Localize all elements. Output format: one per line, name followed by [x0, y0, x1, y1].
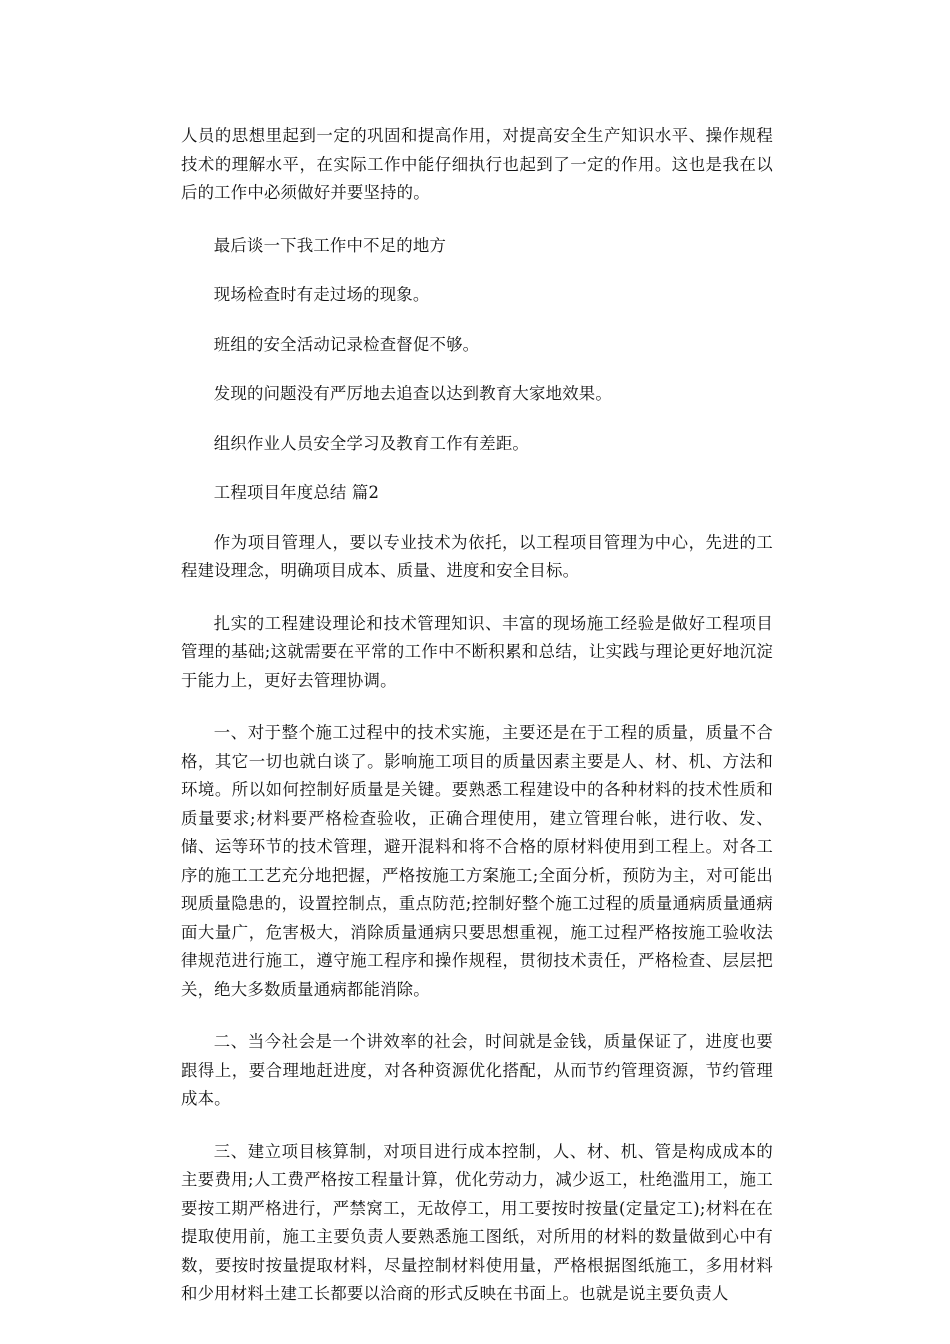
paragraph-shortcoming-1: 现场检查时有走过场的现象。 — [213, 285, 430, 304]
paragraph-point-1: 一、对于整个施工过程中的技术实施，主要还是在于工程的质量，质量不合格，其它一切也就白谈了。影响施工项目的质量因素主要是人、材、机、方法和环境。所以如何控制好质量是关键。要熟悉工程建设中的各种材料的技术性质和质量要求;材料要严格检查验收，正确合理使用，建立管理台帐，进行收、发、储、运等环节的技术管理，避开混料和将不合格的原材料使用到工程上。对各工序的施工工艺充分地把握，严格按施工方案施工;全面分析，预防为主，对可能出现质量隐患的，设置控制点，重点防范;控制好整个施工过程的质量通病质量通病面大量广，危害极大，消除质量通病只要思想重视，施工过程严格按施工验收法律规范进行施工，遵守施工程序和操作规程，贯彻技术责任，严格检查、层层把关，绝大多数质量通病都能消除。 — [181, 723, 773, 999]
paragraph-shortcoming-2: 班组的安全活动记录检查督促不够。 — [213, 334, 480, 354]
paragraph-shortcomings-heading: 最后谈一下我工作中不足的地方 — [213, 235, 447, 255]
paragraph-continued: 人员的思想里起到一定的巩固和提高作用，对提高安全生产知识水平、操作规程技术的理解水平，在实际工作中能仔细执行也起到了一定的作用。这也是我在以后的工作中必须做好并要坚持的。 — [181, 126, 773, 202]
section-title: 工程项目年度总结 篇2 — [213, 483, 380, 502]
paragraph-shortcoming-4: 组织作业人员安全学习及教育工作有差距。 — [213, 433, 530, 453]
paragraph-shortcoming-3: 发现的问题没有严厉地去追查以达到教育大家地效果。 — [213, 384, 612, 403]
document-body — [181, 122, 773, 1309]
paragraph-intro: 作为项目管理人，要以专业技术为依托，以工程项目管理为中心，先进的工程建设理念，明确项目成本、质量、进度和安全目标。 — [181, 532, 773, 580]
paragraph-point-2: 二、当今社会是一个讲效率的社会，时间就是金钱，质量保证了，进度也要跟得上，要合理地赶进度，对各种资源优化搭配，从而节约管理资源，节约管理成本。 — [181, 1032, 773, 1108]
paragraph-point-3: 三、建立项目核算制，对项目进行成本控制，人、材、机、管是构成成本的主要费用;人工费严格按工程量计算，优化劳动力，减少返工，杜绝滥用工，施工要按工期严格进行，严禁窝工，无故停工，用工要按时按量(定量定工);材料在在提取使用前，施工主要负责人要熟悉施工图纸，对所用的材料的数量做到心中有数，要按时按量提取材料，尽量控制材料使用量，严格根据图纸施工，多用材料和少用材料土建工长都要以洽商的形式反映在书面上。也就是说主要负责人 — [181, 1141, 773, 1303]
paragraph-foundation: 扎实的工程建设理论和技术管理知识、丰富的现场施工经验是做好工程项目管理的基础;这就需要在平常的工作中不断积累和总结，让实践与理论更好地沉淀于能力上，更好去管理协调。 — [181, 613, 773, 690]
